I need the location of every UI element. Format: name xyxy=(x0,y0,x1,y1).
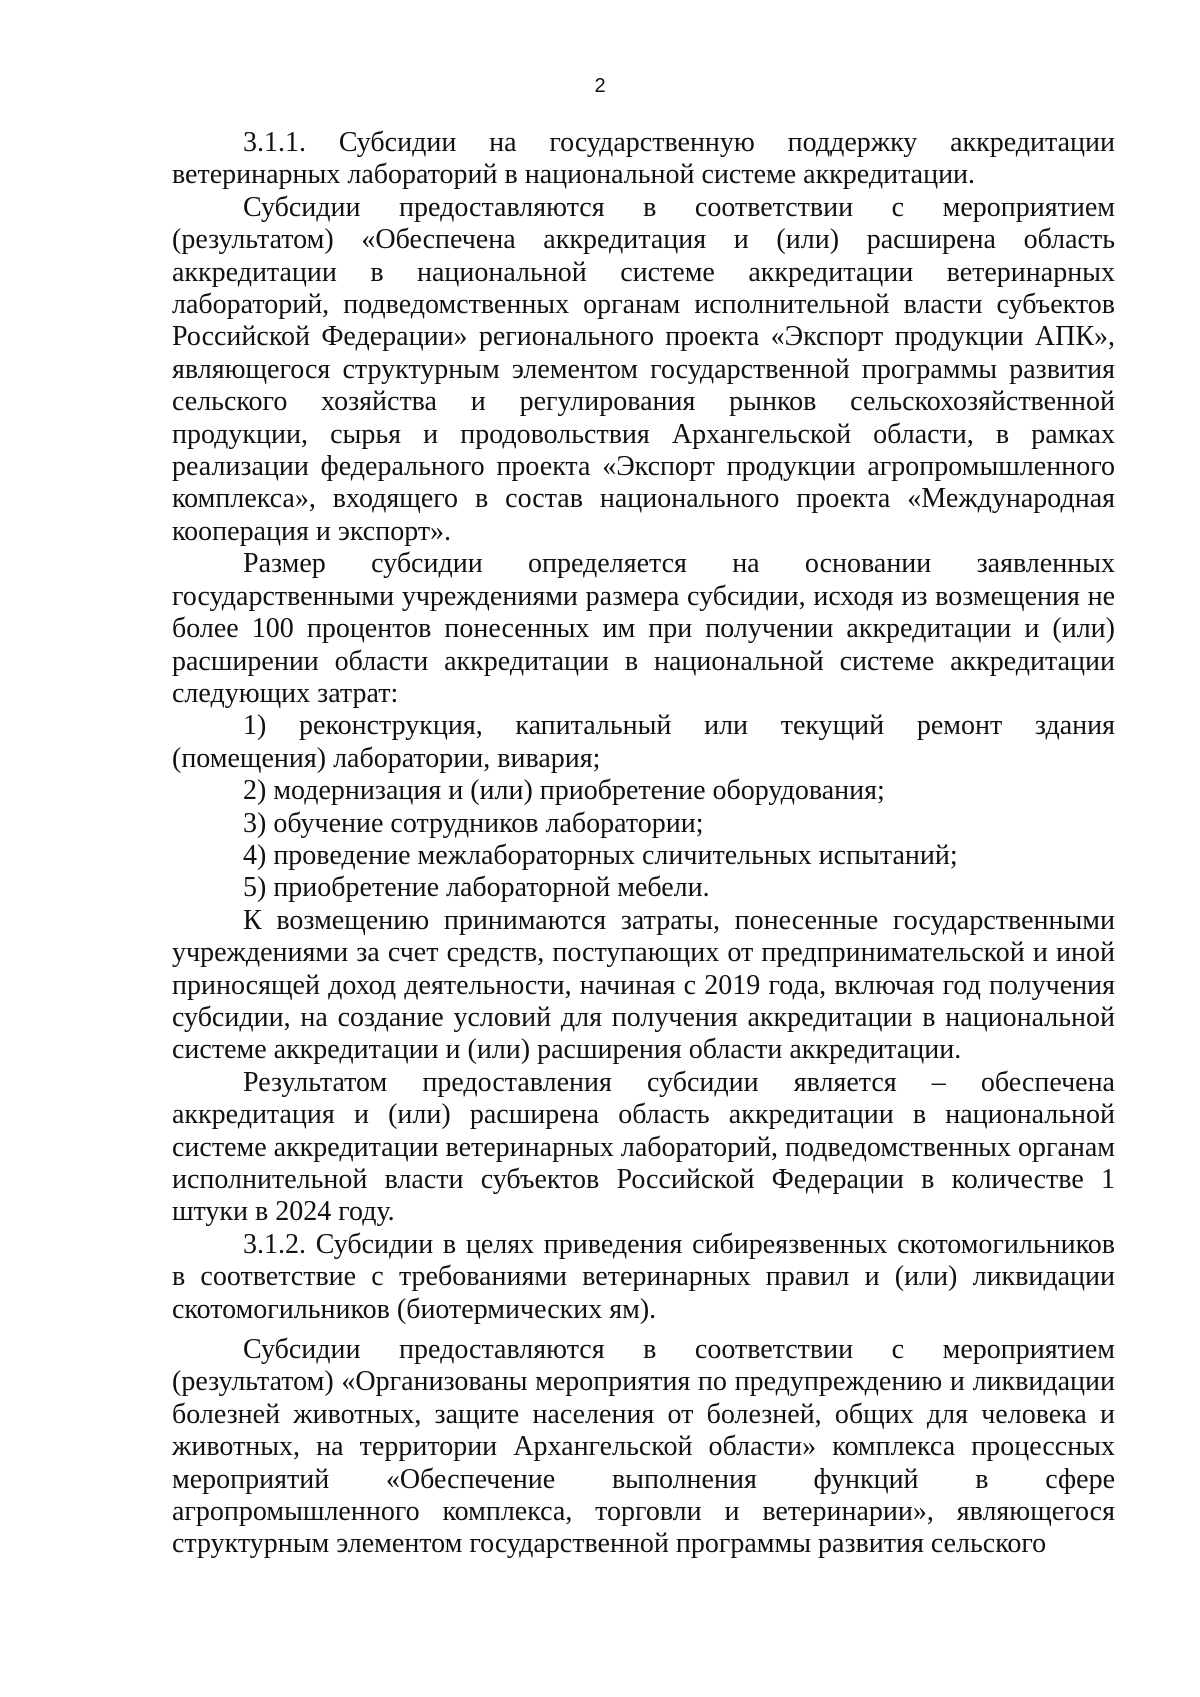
paragraph-compensation: К возмещению принимаются затраты, понесенные государственными учреждениями за счет средств, поступающих от предпринимательской и иной приносящей доход деятельности, начиная с 2019 года, включая год получения субсидии, на создание условий для получения аккредитации в национальной системе аккредитации и (или) расширения области аккредитации. xyxy=(172,904,1115,1066)
list-item-equipment: 2) модернизация и (или) приобретение оборудования; xyxy=(243,775,885,807)
list-item-interlab-testing: 4) проведение межлабораторных сличительных испытаний; xyxy=(243,839,958,871)
page-number: 2 xyxy=(594,75,606,97)
paragraph-3-1-2-heading: 3.1.2. Субсидии в целях приведения сибиреязвенных скотомогильников в соответствие с требованиями ветеринарных правил и (или) ликвидации скотомогильников (биотермических ям). xyxy=(172,1228,1115,1325)
paragraph-subsidy-size: Размер субсидии определяется на основании заявленных государственными учреждениями размера субсидии, исходя из возмещения не более 100 процентов понесенных им при получении аккредитации и (или) расширении области аккредитации в национальной системе аккредитации следующих затрат: xyxy=(172,548,1115,709)
paragraph-result: Результатом предоставления субсидии является – обеспечена аккредитация и (или) расширена область аккредитации в национальной системе аккредитации ветеринарных лабораторий, подведомственных органам исполнительной власти субъектов Российской Федерации в количестве 1 штуки в 2024 году. xyxy=(172,1066,1116,1228)
paragraph-3-1-1-heading: 3.1.1. Субсидии на государственную поддержку аккредитации ветеринарных лабораторий в национальной системе аккредитации. xyxy=(172,127,1115,191)
list-item-training: 3) обучение сотрудников лаборатории; xyxy=(243,807,704,839)
list-item-furniture: 5) приобретение лабораторной мебели. xyxy=(243,872,710,904)
document-body xyxy=(172,127,1115,1561)
paragraph-subsidy-basis: Субсидии предоставляются в соответствии с мероприятием (результатом) «Обеспечена аккредитация и (или) расширена область аккредитации в национальной системе аккредитации ветеринарных лабораторий, подведомственных органам исполнительной власти субъектов Российской Федерации» регионального проекта «Экспорт продукции АПК», являющегося структурным элементом государственной программы развития сельского хозяйства и регулирования рынков сельскохозяйственной продукции, сырья и продовольствия Архангельской области, в рамках реализации федерального проекта «Экспорт продукции агропромышленного комплекса», входящего в состав национального проекта «Международная кооперация и экспорт». xyxy=(172,191,1115,547)
paragraph-subsidy-basis-2: Субсидии предоставляются в соответствии с мероприятием (результатом) «Организованы мероприятия по предупреждению и ликвидации болезней животных, защите населения от болезней, общих для человека и животных, на территории Архангельской области» комплекса процессных мероприятий «Обеспечение выполнения функций в сфере агропромышленного комплекса, торговли и ветеринарии», являющегося структурным элементом государственной программы развития сельского xyxy=(172,1334,1115,1560)
list-item-reconstruction: 1) реконструкция, капитальный или текущий ремонт здания (помещения) лаборатории, вивария; xyxy=(172,710,1115,774)
